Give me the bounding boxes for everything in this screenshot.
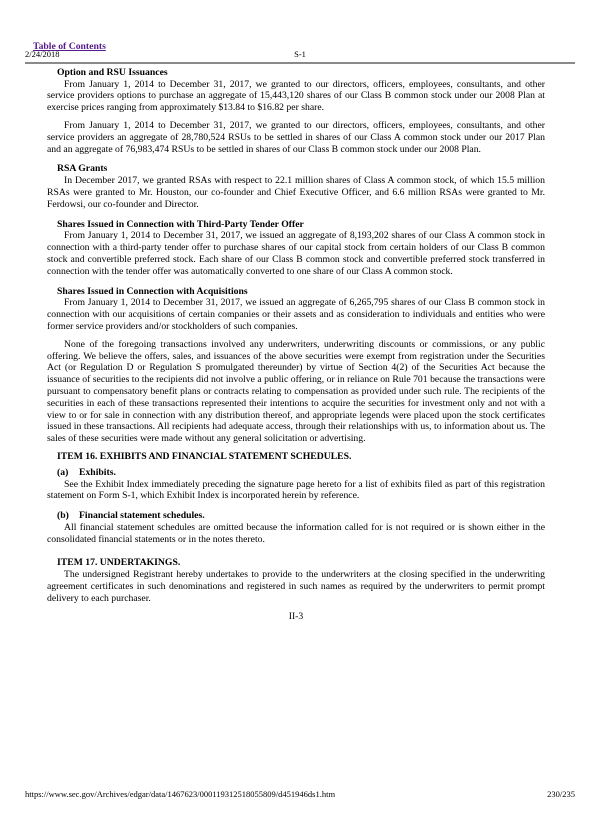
section-heading-rsa-grants: RSA Grants [57, 163, 108, 175]
document-body [47, 67, 545, 623]
print-footer [25, 789, 575, 799]
section-heading-option-rsu-issuances: Option and RSU Issuances [57, 66, 168, 78]
section-heading-item-16: ITEM 16. EXHIBITS AND FINANCIAL STATEMENT SCHEDULES. [57, 450, 352, 462]
print-date: 2/24/2018 [25, 49, 60, 59]
subsection-title-financial-schedules: Financial statement schedules. [79, 510, 205, 522]
subsection-heading-exhibits [57, 467, 545, 479]
footer-page-indicator: 230/235 [547, 789, 575, 799]
table-of-contents-link[interactable]: Table of Contents [33, 41, 106, 52]
header-rule [25, 62, 575, 64]
paragraph-financial-schedules: All financial statement schedules are omitted because the information called for is not required or is shown either in the consolidated financial statements or in the notes thereto. [47, 521, 545, 545]
paragraph-rsa-grants: In December 2017, we granted RSAs with respect to 22.1 million shares of Class A common stock, of which 15.5 million RSAs were granted to Mr. Houston, our co-founder and Chief Executive Officer, and 6.6 million RSAs were granted to Mr. Ferdowsi, our co-founder and Director. [47, 175, 545, 210]
section-heading-acquisitions: Shares Issued in Connection with Acquisitions [57, 285, 248, 297]
section-heading-tender-offer: Shares Issued in Connection with Third-Party Tender Offer [57, 218, 304, 230]
paragraph-exhibits: See the Exhibit Index immediately preceding the signature page hereto for a list of exhibits filed as part of this registration statement on Form S-1, which Exhibit Index is incorporated herein by reference. [47, 478, 545, 502]
paragraph-exemption-statement: None of the foregoing transactions involved any underwriters, underwriting discounts or commissions, or any public offering. We believe the offers, sales, and issuances of the above securities were exempt from registration under the Securities Act (or Regulation D or Regulation S promulgated thereunder) by virtue of Section 4(2) of the Securities Act because the issuance of securities to the recipients did not involve a public offering, or in reliance on Rule 701 because the transactions were pursuant to compensatory benefit plans or contracts relating to compensation as provided under such rule. The recipients of the securities in each of these transactions represented their intentions to acquire the securities for investment only and not with a view to or for sale in connection with any distribution thereof, and appropriate legends were placed upon the stock certificates issued in these transactions. All recipients had adequate access, through their relationships with us, to information about us. The sales of these securities were made without any general solicitation or advertising. [47, 338, 545, 445]
subsection-label-b: (b) [57, 510, 69, 522]
paragraph-acquisitions: From January 1, 2014 to December 31, 2017, we issued an aggregate of 6,265,795 shares of our Class B common stock in connection with our acquisitions of certain companies or their assets and as consideration to individuals and entities who were former service providers and/or stockholders of such companies. [47, 297, 545, 332]
paragraph-rsu-grants: From January 1, 2014 to December 31, 2017, we granted to our directors, officers, employees, consultants, and other service providers an aggregate of 28,780,524 RSUs to be settled in shares of our Class A common stock under our 2017 Plan and an aggregate of 76,983,474 RSUs to be settled in shares of our Class B common stock under our 2008 Plan. [47, 119, 545, 155]
print-doc-title: S-1 [294, 49, 306, 59]
subsection-title-exhibits: Exhibits. [79, 466, 116, 478]
subsection-label-a: (a) [57, 466, 69, 478]
section-heading-item-17: ITEM 17. UNDERTAKINGS. [57, 557, 181, 569]
paragraph-undertakings: The undersigned Registrant hereby undertakes to provide to the underwriters at the closing specified in the underwriting agreement certificates in such denominations and registered in such names as required by the underwriters to permit prompt delivery to each purchaser. [47, 569, 545, 604]
page-number: II-3 [288, 610, 304, 622]
print-header [25, 49, 575, 59]
paragraph-option-grants: From January 1, 2014 to December 31, 2017, we granted to our directors, officers, employees, consultants, and other service providers options to purchase an aggregate of 15,443,120 shares of our Class B common stock under our 2008 Plan at exercise prices ranging from approximately $13.84 to $16.82 per share. [47, 78, 545, 114]
footer-url: https://www.sec.gov/Archives/edgar/data/1467623/000119312518055809/d451946ds1.htm [25, 789, 336, 799]
subsection-heading-financial-schedules [57, 510, 545, 522]
paragraph-tender-offer: From January 1, 2014 to December 31, 2017, we issued an aggregate of 8,193,202 shares of our Class A common stock in connection with a third-party tender offer to purchase shares of our capital stock from certain holders of our Class B common stock and convertible preferred stock. Each share of our Class B common stock and convertible preferred stock transferred in connection with the tender offer was automatically converted to one share of our Class A common stock. [47, 230, 545, 277]
document-page [0, 41, 600, 817]
